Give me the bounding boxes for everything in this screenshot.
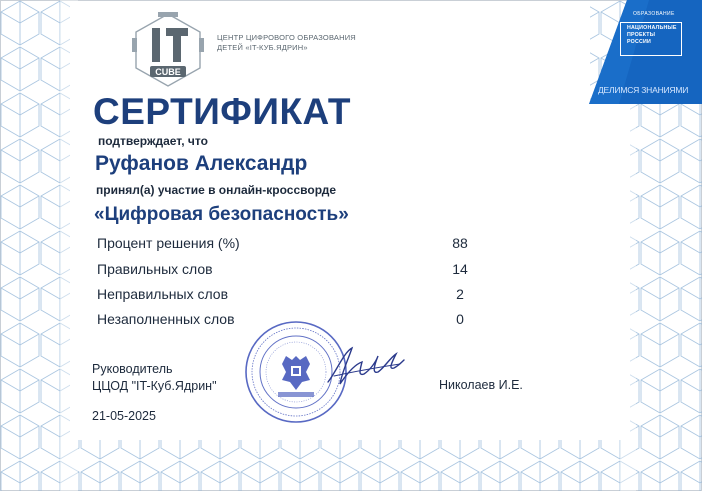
event-name: «Цифровая безопасность»	[94, 204, 349, 225]
badge-top-text: ОБРАЗОВАНИЕ	[633, 11, 675, 17]
participation-text: принял(а) участие в онлайн-кроссворде	[96, 183, 337, 197]
leader-organization: ЦЦОД "IT-Куб.Ядрин"	[92, 379, 217, 393]
badge-line1: НАЦИОНАЛЬНЫЕ	[627, 25, 677, 31]
organization-name	[217, 33, 377, 53]
stat-label-incorrect: Неправильных слов	[97, 286, 229, 302]
certificate-title: СЕРТИФИКАТ	[93, 91, 352, 132]
leader-block	[92, 361, 217, 395]
organization-name-line2: ДЕТЕЙ «IT-КУБ.ЯДРИН»	[217, 43, 308, 52]
stat-label-percent: Процент решения (%)	[97, 235, 240, 251]
director-name: Николаев И.Е.	[439, 378, 523, 392]
stat-value-percent: 88	[452, 235, 468, 251]
recipient-name: Руфанов Александр	[95, 152, 308, 175]
stat-value-correct: 14	[452, 261, 468, 277]
confirms-text: подтверждает, что	[98, 134, 208, 148]
stat-value-incorrect: 2	[456, 286, 464, 302]
stat-value-empty: 0	[456, 311, 464, 327]
leader-title: Руководитель	[92, 362, 173, 376]
organization-name-line1: ЦЕНТР ЦИФРОВОГО ОБРАЗОВАНИЯ	[217, 33, 356, 42]
logo-text: CUBE	[155, 67, 181, 77]
badge-line3: РОССИИ	[627, 38, 652, 45]
it-cube-logo	[128, 10, 208, 90]
director-signature	[322, 342, 406, 390]
coat-of-arms-icon	[282, 356, 310, 390]
badge-box	[620, 22, 682, 56]
issue-date: 21-05-2025	[92, 409, 156, 423]
stat-label-empty: Незаполненных слов	[97, 311, 235, 327]
badge-line2: ПРОЕКТЫ	[627, 31, 656, 38]
badge-slogan: ДЕЛИМСЯ ЗНАНИЯМИ	[598, 85, 689, 95]
stat-label-correct: Правильных слов	[97, 261, 213, 277]
